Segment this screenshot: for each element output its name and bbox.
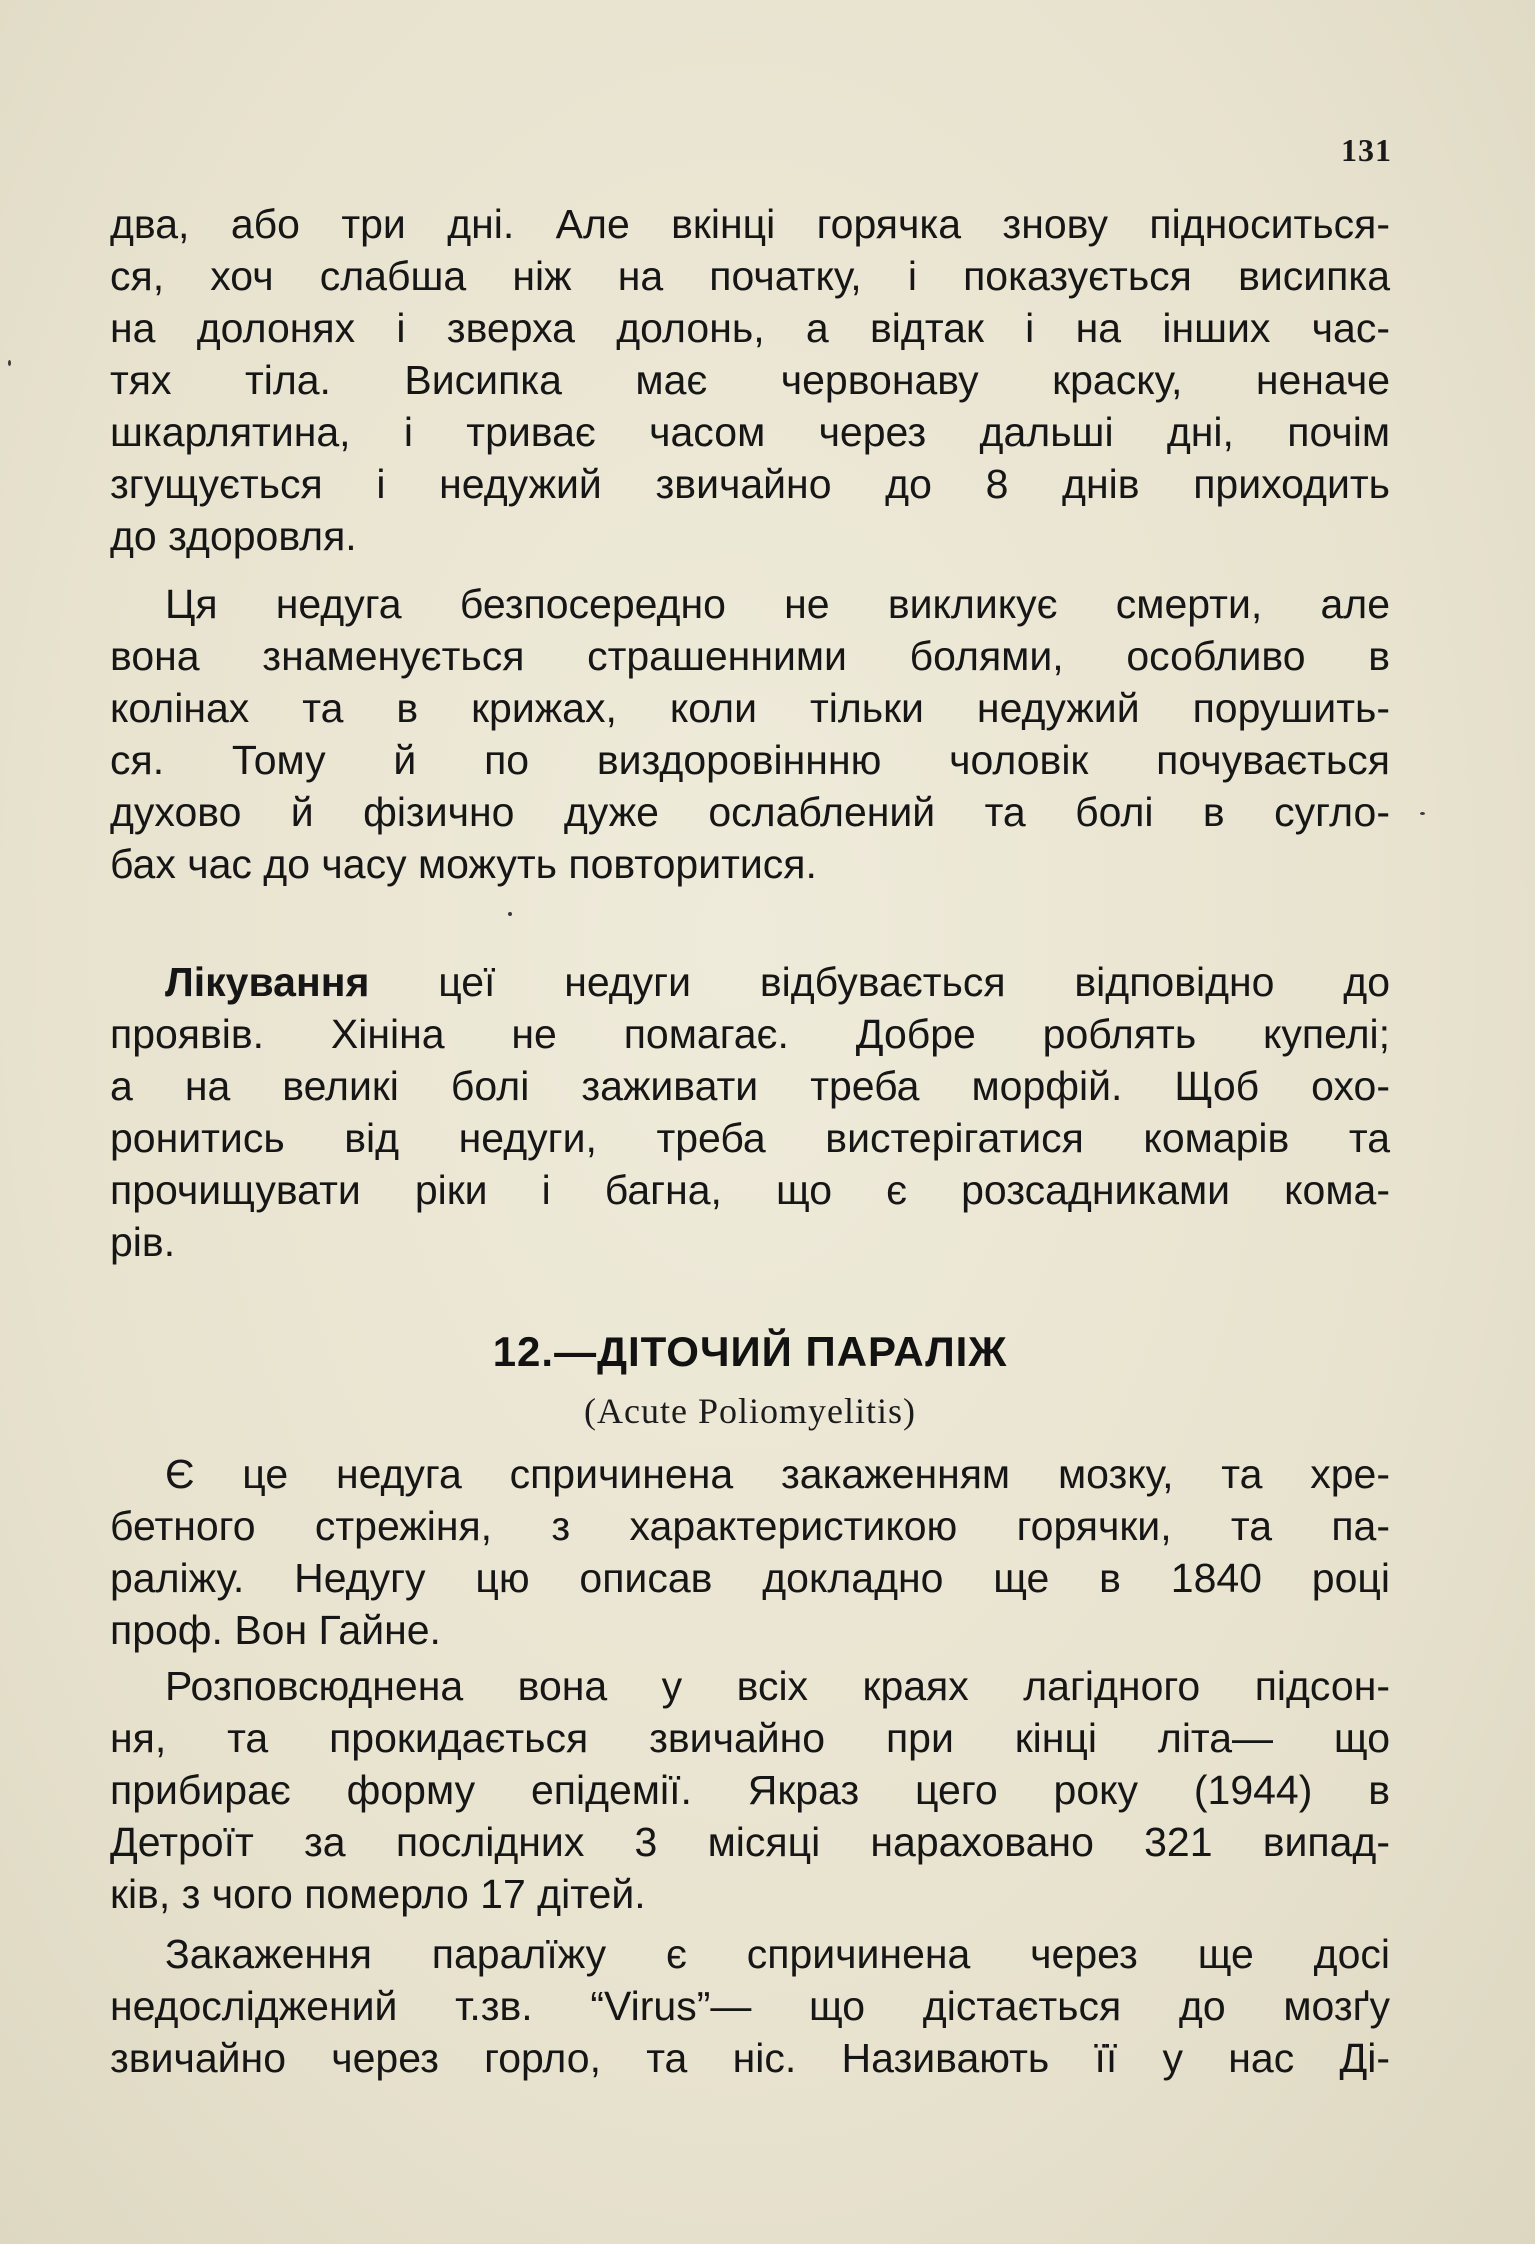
paper-speck — [1420, 812, 1425, 815]
text-line: ків, з чого померло 17 дітей. — [110, 1871, 646, 1917]
text-line: вона знаменується страшенними болями, особливо в — [110, 633, 1390, 679]
text-line: згущується і недужий звичайно до 8 днів приходить — [110, 461, 1390, 507]
paragraph-treatment — [110, 956, 1390, 1268]
text-line-treatment-first — [110, 956, 1390, 1008]
paragraph-fever-rash — [110, 198, 1390, 562]
text-line: колінах та в крижах, коли тільки недужий порушить- — [110, 685, 1390, 731]
text-line: рів. — [110, 1219, 176, 1265]
text-line: бах час до часу можуть повторитися. — [110, 841, 817, 887]
treatment-first-line-rest: цеї недуги відбувається відповідно до — [369, 959, 1390, 1005]
section-title: 12.—ДІТОЧИЙ ПАРАЛІЖ — [492, 1328, 1008, 1375]
text-line: Є це недуга спричинена закаженням мозку, та хре- — [165, 1451, 1390, 1497]
text-line: а на великі болі заживати треба морфій. Щоб охо- — [110, 1063, 1390, 1109]
paragraph-virus — [110, 1928, 1390, 2084]
text-line: два, або три дні. Але вкінці горячка знову підноситься- — [110, 201, 1390, 247]
text-line: ронитись від недуги, треба вистерігатися комарів та — [110, 1115, 1390, 1161]
text-line: бетного стрежіня, з характеристикою горячки, та па- — [110, 1503, 1390, 1549]
page-number: 131 — [1341, 132, 1392, 168]
text-line: тях тіла. Висипка має червонаву краску, неначе — [110, 357, 1390, 403]
section-subtitle: (Acute Poliomyelitis) — [584, 1391, 916, 1431]
text-line: звичайно через горло, та ніс. Називають її у нас Ді- — [110, 2035, 1390, 2081]
text-line: духово й фізично дуже ослаблений та болі в сугло- — [110, 789, 1390, 835]
text-line: недосліджений т.зв. “Virus”— що дістається до мозґу — [110, 1983, 1390, 2029]
text-line: проф. Вон Гайне. — [110, 1607, 441, 1653]
text-line: Детроїт за послідних 3 місяці нараховано 321 випад- — [110, 1819, 1390, 1865]
text-line: Розповсюднена вона у всіх краях лагідного підсон- — [165, 1663, 1390, 1709]
text-line: шкарлятина, і триває часом через дальші дні, почім — [110, 409, 1390, 455]
text-line: ня, та прокидається звичайно при кінці літа— що — [110, 1715, 1390, 1761]
paragraph-definition — [110, 1448, 1390, 1656]
text-line: проявів. Хініна не помагає. Добре роблять купелі; — [110, 1011, 1390, 1057]
paragraph-pain — [110, 578, 1390, 890]
paragraph-spread — [110, 1660, 1390, 1920]
paper-speck — [8, 360, 11, 366]
text-line: ся. Тому й по виздоровіннню чоловік почувається — [110, 737, 1390, 783]
text-line: раліжу. Недугу цю описав докладно ще в 1840 році — [110, 1555, 1390, 1601]
text-line: Ця недуга безпосередно не викликує смерти, але — [165, 581, 1390, 627]
text-line: прочищувати ріки і багна, що є розсадниками кома- — [110, 1167, 1390, 1213]
paper-speck — [508, 912, 512, 916]
text-line: Закаження паралїжу є спричинена через ще досі — [165, 1931, 1390, 1977]
text-line: прибирає форму епідемії. Якраз цего року (1944) в — [110, 1767, 1390, 1813]
text-line: ся, хоч слабша ніж на початку, і показується висипка — [110, 253, 1390, 299]
treatment-bold-term: Лікування — [165, 959, 370, 1005]
text-line: до здоровля. — [110, 513, 357, 559]
text-line: на долонях і зверха долонь, а відтак і на інших час- — [110, 305, 1390, 351]
